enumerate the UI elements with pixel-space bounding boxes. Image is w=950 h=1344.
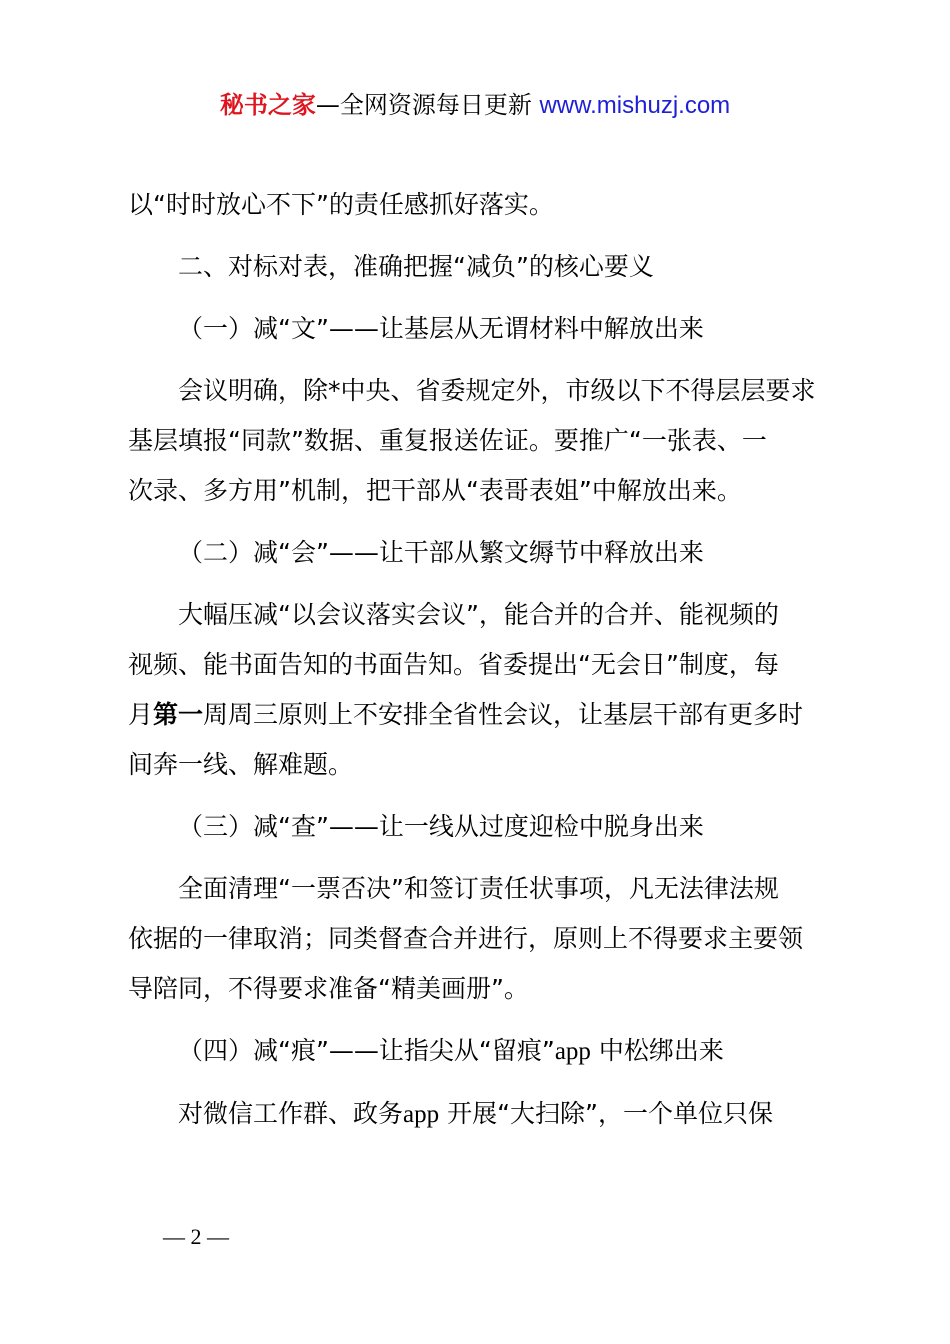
bold-text: 第一 (153, 700, 204, 729)
paragraph-line: 大幅压减“以会议落实会议”，能合并的合并、能视频的 (178, 600, 779, 629)
subheading-reduce-traces (128, 1026, 834, 1077)
text-segment: 中松绑出来 (598, 1036, 724, 1065)
section-heading-2: 二、对标对表，准确把握“减负”的核心要义 (178, 252, 654, 281)
paragraph-line: 导陪同，不得要求准备“精美画册”。 (128, 974, 529, 1003)
paragraph-line: 依据的一律取消；同类督查合并进行，原则上不得要求主要领 (128, 924, 804, 953)
paragraph-line: 间奔一线、解难题。 (128, 750, 354, 779)
paragraph-line: 视频、能书面告知的书面告知。省委提出“无会日”制度，每 (128, 650, 779, 679)
paragraph-line (128, 690, 834, 740)
text-segment-app: app (403, 1101, 440, 1128)
paragraph-line: 全面清理“一票否决”和签订责任状事项，凡无法律法规 (178, 874, 779, 903)
paragraph-line: 会议明确，除*中央、省委规定外，市级以下不得层层要求 (178, 376, 816, 405)
subheading-reduce-inspections: （三）减“查”——让一线从过度迎检中脱身出来 (178, 812, 704, 841)
text-segment: 月 (128, 700, 154, 729)
header-tagline: —全网资源每日更新 (315, 91, 532, 119)
page-number: — 2 — (163, 1224, 229, 1249)
text-segment: 开展“大扫除”，一个单位只保 (447, 1099, 773, 1128)
subheading-reduce-meetings: （二）减“会”——让干部从繁文缛节中释放出来 (178, 538, 704, 567)
brand-name: 秘书之家 (219, 91, 316, 119)
subheading-reduce-documents: （一）减“文”——让基层从无谓材料中解放出来 (178, 314, 704, 343)
text-segment: （四）减“痕”——让指尖从“留痕” (178, 1036, 555, 1065)
paragraph-meetings (128, 590, 834, 790)
document-body (128, 180, 834, 1152)
paragraph-traces (128, 1089, 834, 1140)
paragraph-line: 基层填报“同款”数据、重复报送佐证。要推广“一张表、一 (128, 426, 767, 455)
paragraph-1: 以“时时放心不下”的责任感抓好落实。 (128, 190, 554, 219)
paragraph-documents (128, 366, 834, 516)
site-url-link[interactable]: www.mishuzj.com (539, 92, 731, 119)
site-header (0, 88, 950, 123)
text-segment-app: app (554, 1038, 591, 1065)
paragraph-inspections (128, 864, 834, 1014)
text-segment: 对微信工作群、政务 (178, 1099, 404, 1128)
paragraph-line: 次录、多方用”机制，把干部从“表哥表姐”中解放出来。 (128, 476, 742, 505)
text-segment: 周周三原则上不安排全省性会议，让基层干部有更多时 (203, 700, 804, 729)
